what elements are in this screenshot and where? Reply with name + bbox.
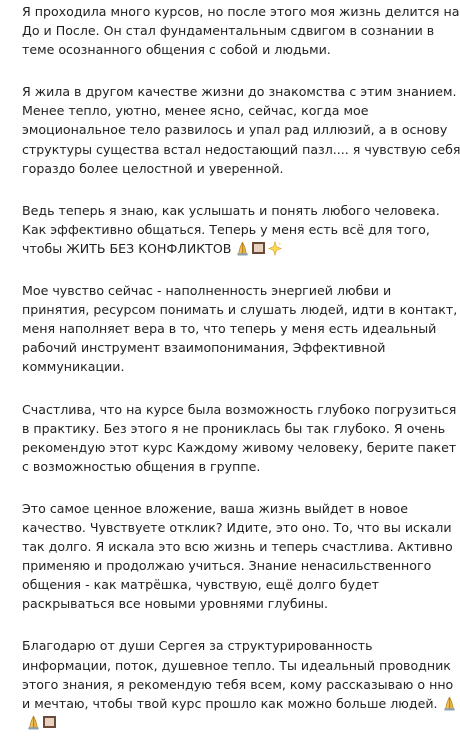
text-line: раскрываться все новыми уровнями глубины. [22,596,328,612]
sparkle-icon [268,241,282,256]
text-line: с возможностью общения в группе. [22,458,261,474]
text-line: рабочий инструмент взаимопонимания, Эффективной [22,340,386,356]
text-fragment: и мечтаю, чтобы твой курс прошло как можно больше людей. [22,695,438,711]
text-line: меня наполняет вера в то, что теперь у меня есть идеальный [22,321,437,337]
text-line: Счастлива, что на курсе была возможность глубоко погрузиться [22,401,457,417]
text-line: структуры существа встал недостающий пазл.... я чувствую себя [22,141,460,157]
text-line: эмоциональное тело развилось и упал рад иллюзий, а в основу [22,122,448,138]
text-line: этого знания, я рекомендую тебя всем, кому рассказываю о нно [22,676,454,692]
text-line: теме осознанного общения с собой и людьми. [22,42,331,58]
paragraph-1 [22,2,460,59]
text-line: общения - как матрёшка, чувствую, ещё долго будет [22,577,379,593]
paragraph-2 [22,82,460,177]
text-line: Благодарю от души Сергея за структурированность [22,638,373,654]
text-line: Я проходила много курсов, но после этого моя жизнь делится на [22,4,460,19]
text-line: принятия, ресурсом понимать и слушать людей, идти в контакт, [22,302,458,318]
text-fragment: чтобы ЖИТЬ БЕЗ КОНФЛИКТОВ [22,240,232,256]
text-line: применяю и продолжаю учиться. Знание ненасильственного [22,558,432,574]
message-text [22,2,460,745]
text-line: Ведь теперь я знаю, как услышать и понять любого человека. [22,202,440,218]
framed-picture-icon [252,242,265,254]
paragraph-5 [22,400,457,476]
text-line: Я жила в другом качестве жизни до знакомства с этим знанием. [22,84,457,100]
text-line: в практику. Без этого я не прониклась бы так глубоко. Я очень [22,420,446,436]
paragraph-4 [22,281,458,376]
paragraph-6 [22,499,453,614]
cut-off-emoji-row [22,713,432,722]
text-line: гораздо более целостной и уверенной. [22,160,284,176]
text-line: Как эффективно общаться. Теперь у меня есть всё для того, [22,221,430,237]
text-line: Это самое ценное вложение, ваша жизнь выйдет в новое [22,500,408,516]
praying-hands-icon [236,241,249,256]
text-line: Менее тепло, уютно, менее ясно, сейчас, когда мое [22,103,369,119]
text-line: До и После. Он стал фундаментальным сдвигом в сознании в [22,23,435,39]
text-line-with-emojis [22,239,432,258]
text-line: коммуникации. [22,359,125,375]
praying-hands-icon [27,715,40,730]
text-line: информации, поток, душевное тепло. Ты идеальный проводник [22,657,451,673]
text-line: так долго. Я искала это всю жизнь и теперь счастлива. Активно [22,539,453,555]
text-line-with-emoji [22,694,438,713]
paragraph-7 [22,636,454,721]
praying-hands-icon [443,696,456,711]
text-line: Мое чувство сейчас - наполненность энергией любви и [22,283,392,299]
framed-picture-icon [43,716,56,728]
paragraph-3 [22,201,440,258]
text-line: рекомендую этот курс Каждому живому человеку, берите пакет [22,439,457,455]
text-line: качество. Чувствуете отклик? Идите, это оно. То, что вы искали [22,519,452,535]
